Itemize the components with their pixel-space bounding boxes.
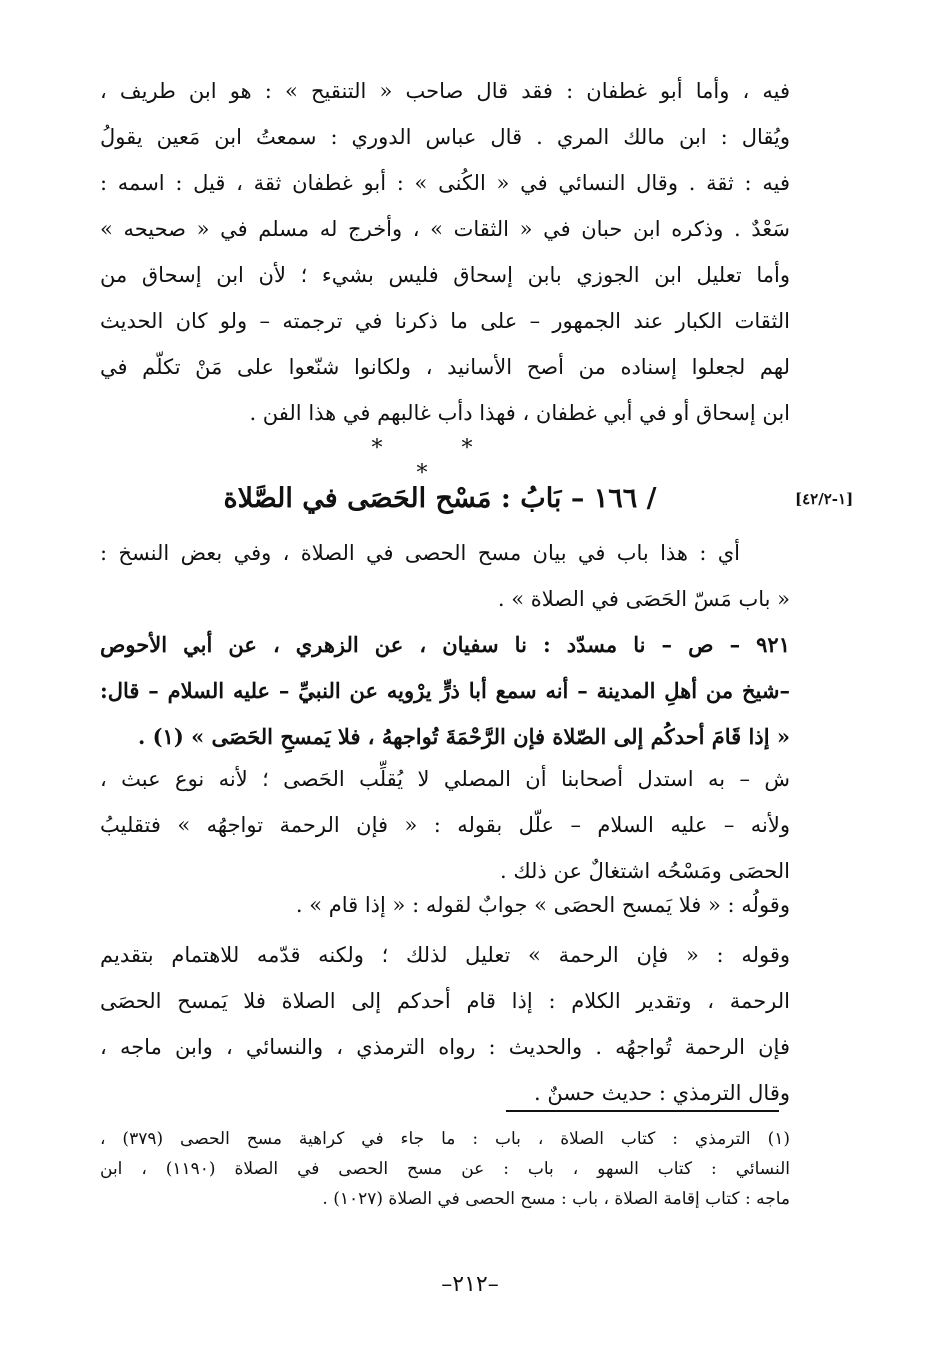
separator-star: * xyxy=(416,461,464,486)
page-number: –٢١٢– xyxy=(441,1272,499,1297)
text-line: الحصَى ومَسْحُه اشتغالٌ عن ذلك . xyxy=(499,859,790,883)
text-line: لهم لجعلوا إسناده من أصح الأسانيد ، ولكانوا شنّعوا على مَنْ تكلّم في xyxy=(100,355,790,379)
text-line: وأما تعليل ابن الجوزي بابن إسحاق فليس بشيء ؛ لأن ابن إسحاق من xyxy=(100,263,790,287)
text-line: ابن إسحاق أو في أبي غطفان ، فهذا دأب غالبهم في هذا الفن . xyxy=(249,401,790,425)
text-line: « إذا قَامَ أحدكُم إلى الصّلاة فإن الرَّحْمَةَ تُواجههُ ، فلا يَمسحِ الحَصَى » (١) . xyxy=(137,724,790,749)
text-line: وقوله : « فإن الرحمة » تعليل لذلك ؛ ولكنه قدّمه للاهتمام بتقديم xyxy=(100,943,790,967)
explanation-paragraph xyxy=(100,530,790,622)
footnote-line: النسائي : كتاب السهو ، باب : عن مسح الحصى في الصلاة (١١٩٠) ، ابن xyxy=(100,1159,790,1179)
separator-star: * xyxy=(461,436,509,461)
footnote-divider xyxy=(506,1110,779,1112)
text-line: ش – به استدل أصحابنا أن المصلي لا يُقلِّب الحَصى ؛ لأنه نوع عبث ، xyxy=(100,767,790,791)
commentary-paragraph xyxy=(100,932,790,1116)
text-line: ويُقال : ابن مالك المري . قال عباس الدوري : سمعتُ ابن مَعين يقولُ xyxy=(100,125,790,149)
text-line: الرحمة ، وتقدير الكلام : إذا قام أحدكم إلى الصلاة فلا يَمسح الحصَى xyxy=(100,989,790,1013)
margin-reference: [١-٤٢/٢] xyxy=(795,490,854,508)
text-line: وقال الترمذي : حديث حسنٌ . xyxy=(534,1081,790,1105)
text-line: فيه ، وأما أبو غطفان : فقد قال صاحب « التنقيح » : هو ابن طريف ، xyxy=(100,79,790,103)
separator-star: * xyxy=(371,436,419,461)
footnote-line: ماجه : كتاب إقامة الصلاة ، باب : مسح الحصى في الصلاة (١٠٢٧) . xyxy=(322,1189,790,1209)
text-line: سَعْدٌ . وذكره ابن حبان في « الثقات » ، وأخرج له مسلم في « صحيحه » xyxy=(100,217,790,241)
text-line: أي : هذا باب في بيان مسح الحصى في الصلاة ، وفي بعض النسخ : xyxy=(100,541,740,565)
hadith-paragraph xyxy=(100,622,790,760)
text-line: وقولُه : « فلا يَمسح الحصَى » جوابٌ لقوله : « إذا قام » . xyxy=(295,893,790,917)
footnote xyxy=(100,1124,790,1214)
text-line: فيه : ثقة . وقال النسائي في « الكُنى » : أبو غطفان ثقة ، قيل : اسمه : xyxy=(100,171,790,195)
text-line: فإن الرحمة تُواجهُه . والحديث : رواه الترمذي ، والنسائي ، وابن ماجه ، xyxy=(100,1035,790,1059)
commentary-paragraph xyxy=(100,756,790,894)
text-line: ولأنه – عليه السلام – علّل بقوله : « فإن الرحمة تواجهُه » فتقليبُ xyxy=(100,813,790,837)
commentary-paragraph xyxy=(100,882,790,928)
intro-paragraph xyxy=(100,68,790,436)
footnote-line: (١) الترمذي : كتاب الصلاة ، باب : ما جاء في كراهية مسح الحصى (٣٧٩) ، xyxy=(100,1129,790,1149)
section-separator xyxy=(340,436,540,486)
text-line: « باب مَسّ الحَصَى في الصلاة » . xyxy=(497,587,790,611)
text-line: ٩٢١ – ص – نا مسدّد : نا سفيان ، عن الزهري ، عن أبي الأحوص xyxy=(100,632,790,657)
text-line: الثقات الكبار عند الجمهور – على ما ذكرنا في ترجمته – ولو كان الحديث xyxy=(100,309,790,333)
chapter-title: / ١٦٦ – بَابُ : مَسْح الحَصَى في الصَّلاة xyxy=(223,483,657,514)
text-line: –شيخ من أهلِ المدينة – أنه سمع أبا ذرٍّ يرْويه عن النبيِّ – عليه السلام – قال: xyxy=(100,678,790,703)
